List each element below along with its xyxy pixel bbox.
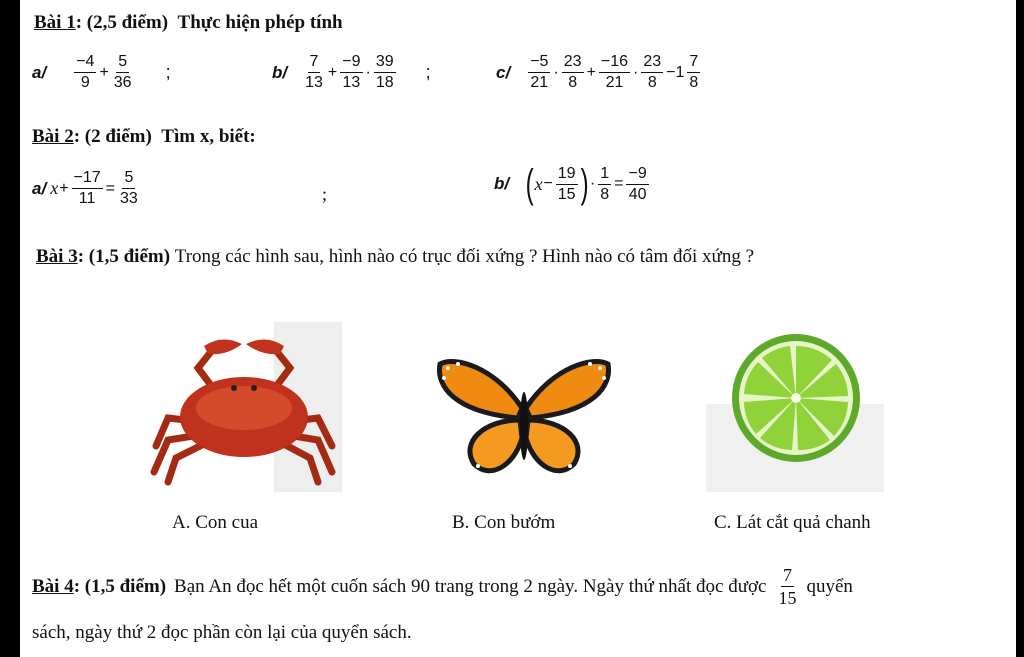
part-label: a/ <box>32 178 47 198</box>
equals-sign: = <box>614 175 624 192</box>
bai3-question: Trong các hình sau, hình nào có trục đối xứng ? Hình nào có tâm đối xứng ? <box>174 246 755 267</box>
variable-x: x <box>534 173 543 194</box>
part-label: b/ <box>494 174 510 193</box>
right-paren: ) <box>580 162 589 206</box>
fraction: $\frac{39}{18}$ <box>375 53 394 91</box>
equals-sign: = <box>105 179 116 197</box>
fraction: $\frac{7}{8}$ <box>689 53 699 91</box>
right-black-edge <box>1016 0 1024 657</box>
bai3-title: Bài 3 <box>36 246 78 267</box>
operator: · <box>633 63 639 81</box>
bai3-points: : (1,5 điểm) <box>77 246 171 267</box>
operator: · <box>365 63 371 81</box>
caption-lime: C. Lát cắt quả chanh <box>714 512 871 533</box>
fraction: $\frac{7}{15}$ <box>778 565 797 608</box>
variable-x: x <box>50 178 59 198</box>
left-paren: ( <box>525 162 534 206</box>
fraction: $\frac{-16}{21}$ <box>600 53 629 91</box>
bai2-instruction: Tìm x, biết: <box>161 126 256 147</box>
bai2-part-b <box>494 164 651 204</box>
bai1-title: Bài 1 <box>34 12 76 33</box>
separator: ; <box>322 184 328 204</box>
fraction: $\frac{23}{8}$ <box>643 53 662 91</box>
bai3-heading <box>36 246 754 268</box>
bai2-part-a <box>32 170 142 207</box>
bai2-title: Bài 2 <box>32 126 74 147</box>
part-label: c/ <box>496 62 511 82</box>
crab-image <box>146 322 342 492</box>
part-label: b/ <box>272 62 288 82</box>
fraction: $\frac{-9}{40}$ <box>628 164 647 203</box>
bai2-points: : (2 điểm) <box>73 126 152 147</box>
fraction: $\frac{23}{8}$ <box>563 53 582 91</box>
bai4-title: Bài 4 <box>32 575 74 597</box>
caption-crab: A. Con cua <box>172 512 259 533</box>
bai1-part-a <box>32 54 171 91</box>
bai4-text-tail: quyển <box>806 575 853 597</box>
bai4-line1 <box>32 566 853 607</box>
part-label: a/ <box>32 62 47 82</box>
operator: −1 <box>666 63 685 81</box>
separator: ; <box>165 62 171 82</box>
fraction: $\frac{1}{8}$ <box>600 164 610 203</box>
fraction: $\frac{-17}{11}$ <box>73 169 101 207</box>
operator: − <box>543 175 553 192</box>
bai1-part-c <box>496 54 702 91</box>
caption-butterfly: B. Con bướm <box>452 512 556 533</box>
separator: ; <box>425 62 431 82</box>
bai4-line2: sách, ngày thứ 2 đọc phần còn lại của quyển sách. <box>32 622 412 643</box>
operator: + <box>327 63 338 81</box>
bai1-points: : (2,5 điểm) <box>75 12 169 33</box>
bai2-heading <box>32 126 256 148</box>
bai1-heading <box>34 12 343 34</box>
left-black-edge <box>0 0 20 657</box>
fraction: $\frac{-5}{21}$ <box>530 53 549 91</box>
operator: + <box>59 179 69 197</box>
fraction: $\frac{5}{33}$ <box>120 169 138 207</box>
fraction: $\frac{7}{13}$ <box>305 53 323 91</box>
operator: · <box>589 175 596 192</box>
bai4-points: : (1,5 điểm) <box>73 575 167 597</box>
fraction: $\frac{19}{15}$ <box>557 164 576 203</box>
operator: · <box>553 63 559 81</box>
fraction: $\frac{-9}{13}$ <box>342 53 361 91</box>
bai1-part-b <box>272 54 431 91</box>
fraction: $\frac{-4}{9}$ <box>76 53 95 91</box>
operator: + <box>99 63 109 81</box>
butterfly-image <box>434 356 614 480</box>
bai4-text: Bạn An đọc hết một cuốn sách 90 trang trong 2 ngày. Ngày thứ nhất đọc được <box>174 575 767 597</box>
bai1-instruction: Thực hiện phép tính <box>177 12 343 33</box>
fraction: $\frac{5}{36}$ <box>113 53 132 91</box>
worksheet-page <box>20 0 1016 657</box>
operator: + <box>586 63 596 81</box>
lime-slice-image <box>706 334 884 492</box>
